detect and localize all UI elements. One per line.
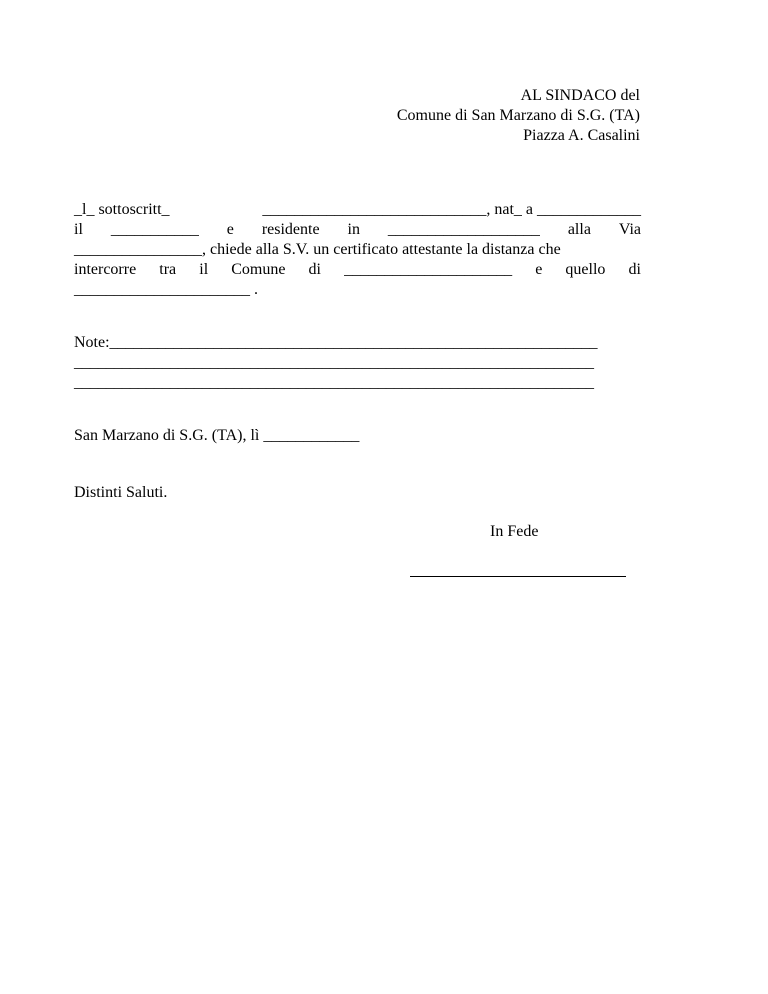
word: di [308,261,321,278]
municipality-blank: _____________________ [344,261,513,278]
request-paragraph [74,200,641,300]
word: intercorre [74,261,137,278]
word: tra [159,261,177,278]
word: quello [565,261,606,278]
notes-line-3: _________________________________________________________________ [74,374,594,391]
street-and-request-text: ________________, chiede alla S.V. un certificato attestante la distanza che [74,241,561,258]
word: Via [618,221,641,238]
paragraph-line-3 [74,240,641,260]
word: il [199,261,209,278]
word: Comune [231,261,286,278]
word: e [535,261,543,278]
notes-line-2: _________________________________________________________________ [74,354,594,371]
addressee-address: Piazza A. Casalini [523,127,640,144]
word: e [226,221,234,238]
paragraph-line-4 [74,260,641,280]
word: alla [567,221,591,238]
word: in [347,221,360,238]
addressee-title: AL SINDACO del [520,87,640,104]
word: il [74,221,83,238]
addressee-municipality: Comune di San Marzano di S.G. (TA) [396,107,640,124]
undersigned-label: _l_ sottoscritt_ [74,201,170,218]
place-date-line: San Marzano di S.G. (TA), lì ____________ [74,427,360,444]
birthdate-blank: ___________ [110,221,199,238]
greeting: Distinti Saluti. [74,484,168,501]
name-birthplace-blanks: ____________________________, nat_ a _____________ [262,201,641,218]
destination-blank: ______________________ . [74,281,258,298]
notes-line-1: Note:_____________________________________________________________ [74,334,598,351]
residence-blank: ___________________ [387,221,540,238]
paragraph-line-1 [74,200,641,220]
word: di [628,261,641,278]
notes-section [74,333,641,393]
addressee-block [397,86,640,146]
in-fede-label: In Fede [490,523,539,540]
signature-line [410,576,626,577]
paragraph-line-2 [74,220,641,240]
paragraph-line-5 [74,280,641,300]
word: residente [261,221,320,238]
